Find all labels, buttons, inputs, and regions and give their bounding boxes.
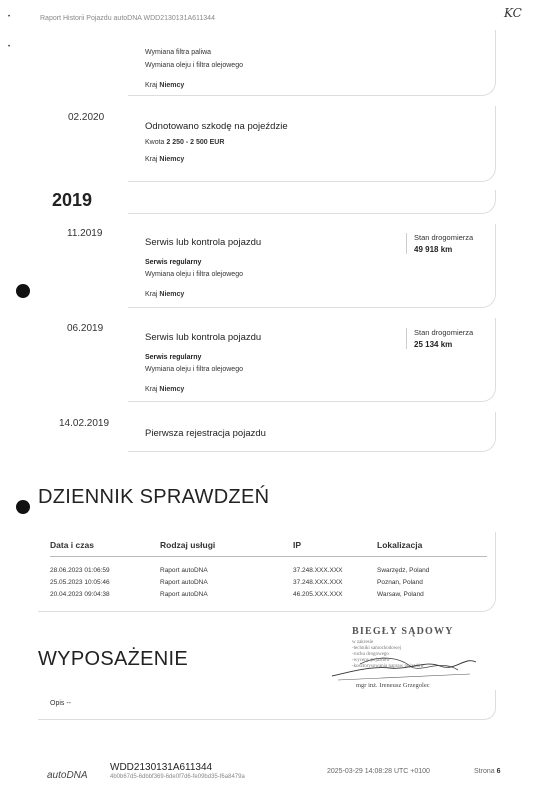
entry-service2-detail: Wymiana oleju i filtra olejowego xyxy=(145,366,243,373)
checks-log-table xyxy=(38,532,496,612)
entry-damage-date: 02.2020 xyxy=(68,112,105,123)
column-header: IP xyxy=(293,540,302,550)
table-cell: Raport autoDNA xyxy=(160,579,208,586)
footer-page: Strona 6 xyxy=(474,768,501,775)
stamp-line: -wyceny pojazdów xyxy=(352,658,390,663)
entry-service2-subtitle: Serwis regularny xyxy=(145,354,202,361)
table-cell: Poznan, Poland xyxy=(377,579,423,586)
odometer-value: 49 918 km xyxy=(414,245,453,254)
stamp-name: mgr inż. Ireneusz Grzegolec xyxy=(356,682,430,689)
stamp-line: -ruchu drogowego xyxy=(352,652,389,657)
equipment-description: Opis -- xyxy=(50,700,71,707)
entry-service1-title: Serwis lub kontrola pojazdu xyxy=(145,237,262,248)
table-cell: 37.248.XXX.XXX xyxy=(293,567,343,574)
footer-brand-logo: autoDNA xyxy=(47,770,88,781)
header-divider xyxy=(50,556,487,557)
timeline-card xyxy=(128,190,496,214)
odometer-label: Stan drogomierza xyxy=(414,328,474,337)
entry-service1-subtitle: Serwis regularny xyxy=(145,259,202,266)
checks-log-title: DZIENNIK SPRAWDZEŃ xyxy=(38,486,270,508)
stamp-line: -kosztorysowania napraw pojazdów xyxy=(352,664,424,669)
footer-hash: 4b0b67d5-6dbbf369-6de0f7d6-fe09bd35-f6a8479a xyxy=(110,774,245,780)
odometer-label: Stan drogomierza xyxy=(414,233,474,242)
expert-stamp xyxy=(330,626,480,692)
odometer-reading xyxy=(406,233,496,254)
odometer-reading xyxy=(406,328,496,349)
signature-icon xyxy=(330,636,480,684)
stamp-line: -techniki samochodowej xyxy=(352,646,402,651)
footer-generated-date: 2025-03-29 14:08:28 UTC +0100 xyxy=(327,768,430,775)
punch-hole xyxy=(16,500,30,514)
table-cell: 37.248.XXX.XXX xyxy=(293,579,343,586)
footer-vin: WDD2130131A611344 xyxy=(110,762,213,773)
entry-registration-date: 14.02.2019 xyxy=(59,418,110,429)
stamp-line: w zakresie xyxy=(352,640,374,645)
stamp-title: BIEGŁY SĄDOWY xyxy=(352,626,454,637)
corner-mark: • xyxy=(8,14,11,20)
column-header: Rodzaj usługi xyxy=(160,540,216,550)
column-header: Data i czas xyxy=(50,540,94,550)
odometer-value: 25 134 km xyxy=(414,340,453,349)
entry-service1-date: 11.2019 xyxy=(67,228,103,239)
table-cell: Raport autoDNA xyxy=(160,567,208,574)
entry-service1-country: Kraj Niemcy xyxy=(145,291,185,298)
entry-top-country: Kraj Niemcy xyxy=(145,82,185,89)
entry-top-line2: Wymiana oleju i filtra olejowego xyxy=(145,62,243,69)
corner-mark: • xyxy=(8,44,11,50)
table-cell: Swarzędz, Poland xyxy=(377,567,430,574)
entry-damage-country: Kraj Niemcy xyxy=(145,156,185,163)
table-cell: Raport autoDNA xyxy=(160,591,208,598)
table-cell: 46.205.XXX.XXX xyxy=(293,591,343,598)
table-cell: 28.06.2023 01:06:59 xyxy=(50,567,110,574)
report-header-title: Raport Historii Pojazdu autoDNA WDD2130131A611344 xyxy=(40,15,215,22)
entry-damage-amount: Kwota 2 250 - 2 500 EUR xyxy=(145,139,225,146)
entry-service1-detail: Wymiana oleju i filtra olejowego xyxy=(145,271,243,278)
entry-service2-title: Serwis lub kontrola pojazdu xyxy=(145,332,262,343)
column-header: Lokalizacja xyxy=(377,540,423,550)
entry-service2-country: Kraj Niemcy xyxy=(145,386,185,393)
year-heading: 2019 xyxy=(52,190,93,210)
table-cell: 20.04.2023 09:04:38 xyxy=(50,591,110,598)
table-cell: Warsaw, Poland xyxy=(377,591,424,598)
equipment-title: WYPOSAŻENIE xyxy=(38,648,188,670)
entry-top-line1: Wymiana filtra paliwa xyxy=(145,49,212,56)
handwritten-initials: KC xyxy=(504,6,522,20)
entry-registration-title: Pierwsza rejestracja pojazdu xyxy=(145,428,266,439)
table-cell: 25.05.2023 10:05:46 xyxy=(50,579,110,586)
equipment-box xyxy=(38,690,496,720)
punch-hole xyxy=(16,284,30,298)
entry-service2-date: 06.2019 xyxy=(67,323,104,334)
entry-damage-title: Odnotowano szkodę na pojeździe xyxy=(145,121,288,132)
